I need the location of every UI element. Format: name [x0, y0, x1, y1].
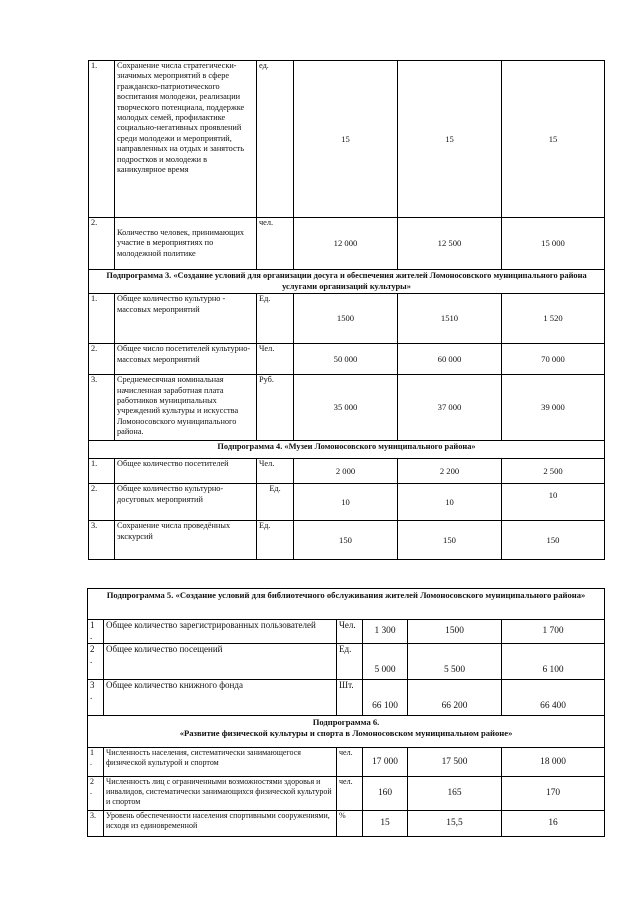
value-cell: 37 000: [398, 375, 502, 441]
value-cell: 2 000: [294, 459, 398, 484]
value-cell: 10: [398, 484, 502, 521]
row-number: 2 .: [88, 644, 104, 680]
value-cell: 16: [502, 811, 605, 837]
value-cell: 2 500: [502, 459, 605, 484]
value-cell: 15: [363, 811, 408, 837]
row-number: 1 .: [88, 748, 104, 777]
table-row: [88, 644, 605, 680]
unit-cell: Ед.: [257, 521, 294, 560]
unit-cell: чел.: [337, 777, 363, 811]
row-number: 2 .: [88, 777, 104, 811]
row-number: 3.: [88, 811, 104, 837]
value-cell: 50 000: [294, 344, 398, 375]
value-cell: 17 000: [363, 748, 408, 777]
row-number: 3.: [89, 521, 115, 560]
value-cell: 15: [502, 61, 605, 218]
indicator-name: Количество человек, принимающих участие в мероприятиях по молодежной политике: [115, 218, 257, 270]
value-cell: 15: [294, 61, 398, 218]
value-cell: 1500: [408, 620, 502, 644]
value-cell: 39 000: [502, 375, 605, 441]
indicator-name: Численность лиц с ограниченными возможностями здоровья и инвалидов, систематически занимающихся физической культурой и спортом: [104, 777, 337, 811]
unit-cell: Шт.: [337, 680, 363, 716]
indicator-name: Уровень обеспеченности населения спортивными сооружениями, исходя из единовременной: [104, 811, 337, 837]
subprogram-6-title-line2: «Развитие физической культуры и спорта в Ломоносовском муниципальном районе»: [179, 728, 513, 738]
indicator-name: Общее количество посетителей: [115, 459, 257, 484]
value-cell: 60 000: [398, 344, 502, 375]
value-cell: 5 500: [408, 644, 502, 680]
subprogram-header: [89, 441, 605, 459]
subprogram-5-title: Подпрограмма 5. «Создание условий для библиотечного обслуживания жителей Ломоносовского муниципального района»: [88, 589, 605, 620]
table-row: [88, 680, 605, 716]
value-cell: 150: [398, 521, 502, 560]
unit-cell: чел.: [257, 218, 294, 270]
value-cell: 2 200: [398, 459, 502, 484]
indicator-name: Сохранение числа стратегически-значимых мероприятий в сфере гражданско-патриотического воспитания молодежи, реализации творческого потенциала, поддержке молодых семей, профилактике социально-негативных проявлений среди молодежи и мероприятий, направленных на отдых и занятость подростков и молодежи в каникулярное время: [115, 61, 257, 218]
indicators-table-bottom: [87, 588, 605, 837]
unit-cell: Чел.: [257, 344, 294, 375]
row-number: 3 .: [88, 680, 104, 716]
value-cell: 15,5: [408, 811, 502, 837]
unit-cell: Ед.: [257, 294, 294, 344]
subprogram-header: [88, 716, 605, 748]
row-number: 1.: [89, 459, 115, 484]
table-row: [89, 294, 605, 344]
indicator-name: Среднемесячная номинальная начисленная заработная плата работников муниципальных учреждений культуры и искусства Ломоносовского муниципального района.: [115, 375, 257, 441]
subprogram-header: [88, 589, 605, 620]
value-cell: 35 000: [294, 375, 398, 441]
table-row: [89, 344, 605, 375]
value-cell: 10: [294, 484, 398, 521]
subprogram-header: [89, 270, 605, 294]
indicators-table-top: [88, 60, 605, 560]
table-row: [88, 777, 605, 811]
unit-cell: Руб.: [257, 375, 294, 441]
indicator-name: Численность населения, систематически занимающегося физической культурой и спортом: [104, 748, 337, 777]
table-row: [89, 484, 605, 521]
indicator-name: Общее количество посещений: [104, 644, 337, 680]
unit-cell: Чел.: [337, 620, 363, 644]
table-row: [89, 61, 605, 218]
unit-cell: ед.: [257, 61, 294, 218]
value-cell: 6 100: [502, 644, 605, 680]
table-row: [89, 218, 605, 270]
value-cell: 66 100: [363, 680, 408, 716]
value-cell: 150: [502, 521, 605, 560]
indicator-name: Общее число посетителей культурно-массовых мероприятий: [115, 344, 257, 375]
subprogram-6-title: [88, 716, 605, 748]
value-cell: 165: [408, 777, 502, 811]
value-cell: 15: [398, 61, 502, 218]
unit-cell: Ед.: [337, 644, 363, 680]
table-row: [89, 375, 605, 441]
unit-cell: Ед.: [257, 484, 294, 521]
indicator-name: Сохранение числа проведённых экскурсий: [115, 521, 257, 560]
value-cell: 1510: [398, 294, 502, 344]
indicator-name: Общее количество культурно-досуговых мероприятий: [115, 484, 257, 521]
row-number: 1 .: [88, 620, 104, 644]
table-row: [88, 748, 605, 777]
value-cell: 1 520: [502, 294, 605, 344]
subprogram-6-title-line1: Подпрограмма 6.: [312, 717, 380, 727]
table-row: [89, 459, 605, 484]
row-number: 1.: [89, 294, 115, 344]
subprogram-4-title: Подпрограмма 4. «Музеи Ломоносовского муниципального района»: [89, 441, 605, 459]
row-number: 2.: [89, 218, 115, 270]
value-cell: 66 200: [408, 680, 502, 716]
value-cell: 170: [502, 777, 605, 811]
row-number: 2.: [89, 484, 115, 521]
value-cell: 15 000: [502, 218, 605, 270]
unit-cell: чел.: [337, 748, 363, 777]
value-cell: 1 700: [502, 620, 605, 644]
value-cell: 5 000: [363, 644, 408, 680]
value-cell: 1500: [294, 294, 398, 344]
value-cell: 10: [502, 484, 605, 521]
unit-cell: %: [337, 811, 363, 837]
value-cell: 150: [294, 521, 398, 560]
table-row: [88, 620, 605, 644]
table-row: [89, 521, 605, 560]
value-cell: 12 000: [294, 218, 398, 270]
indicator-name: Общее количество зарегистрированных пользователей: [104, 620, 337, 644]
row-number: 2.: [89, 344, 115, 375]
value-cell: 160: [363, 777, 408, 811]
value-cell: 70 000: [502, 344, 605, 375]
table-row: [88, 811, 605, 837]
value-cell: 18 000: [502, 748, 605, 777]
indicator-name: Общее количество культурно - массовых мероприятий: [115, 294, 257, 344]
value-cell: 12 500: [398, 218, 502, 270]
value-cell: 1 300: [363, 620, 408, 644]
value-cell: 17 500: [408, 748, 502, 777]
row-number: 1.: [89, 61, 115, 218]
value-cell: 66 400: [502, 680, 605, 716]
indicator-name: Общее количество книжного фонда: [104, 680, 337, 716]
subprogram-3-title: Подпрограмма 3. «Создание условий для организации досуга и обеспечения жителей Ломоносовского муниципального района услугами организаций культуры»: [89, 270, 605, 294]
unit-cell: Чел.: [257, 459, 294, 484]
row-number: 3.: [89, 375, 115, 441]
